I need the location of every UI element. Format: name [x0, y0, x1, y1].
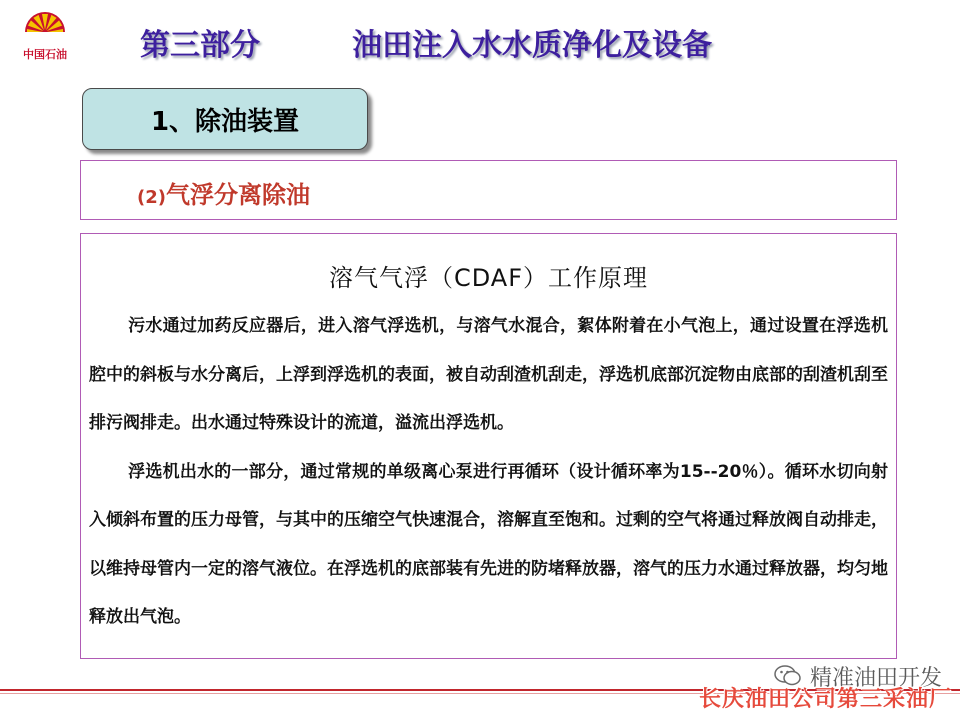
content-paragraph: 污水通过加药反应器后，进入溶气浮选机，与溶气水混合，絮体附着在小气泡上，通过设置在浮选机腔中的斜板与水分离后，上浮到浮选机的表面，被自动刮渣机刮走，浮选机底部沉淀物由底部的刮渣机刮至排污阀排走。出水通过特殊设计的流道，溢流出浮选机。	[89, 316, 888, 433]
content-title: 溶气气浮（CDAF）工作原理	[328, 264, 649, 292]
subsection-heading	[137, 175, 310, 210]
watermark-text: 精准油田开发	[809, 665, 942, 691]
subsection-box	[80, 160, 897, 220]
header-part: 第三部分	[140, 28, 260, 63]
subsection-number: (2)	[137, 187, 166, 208]
content-box	[80, 233, 897, 659]
content-paragraph: 浮选机出水的一部分，通过常规的单级离心泵进行再循环（设计循环率为15--20％）。循环水切向射入倾斜布置的压力母管，与其中的压缩空气快速混合，溶解直至饱和。过剩的空气将通过释放阀自动排走，以维持母管内一定的溶气液位。在浮选机的底部装有先进的防堵释放器，溶气的压力水通过释放器，均匀地释放出气泡。	[89, 461, 888, 627]
subsection-title: 气浮分离除油	[165, 181, 310, 209]
header-topic: 油田注入水水质净化及设备	[352, 28, 712, 63]
content-body	[89, 302, 888, 642]
logo-text: 中国石油	[23, 48, 67, 61]
section-title: 1、除油装置	[150, 106, 300, 137]
section-title-box	[82, 88, 368, 150]
footer-company: 长庆油田公司第三采油厂	[698, 687, 952, 712]
